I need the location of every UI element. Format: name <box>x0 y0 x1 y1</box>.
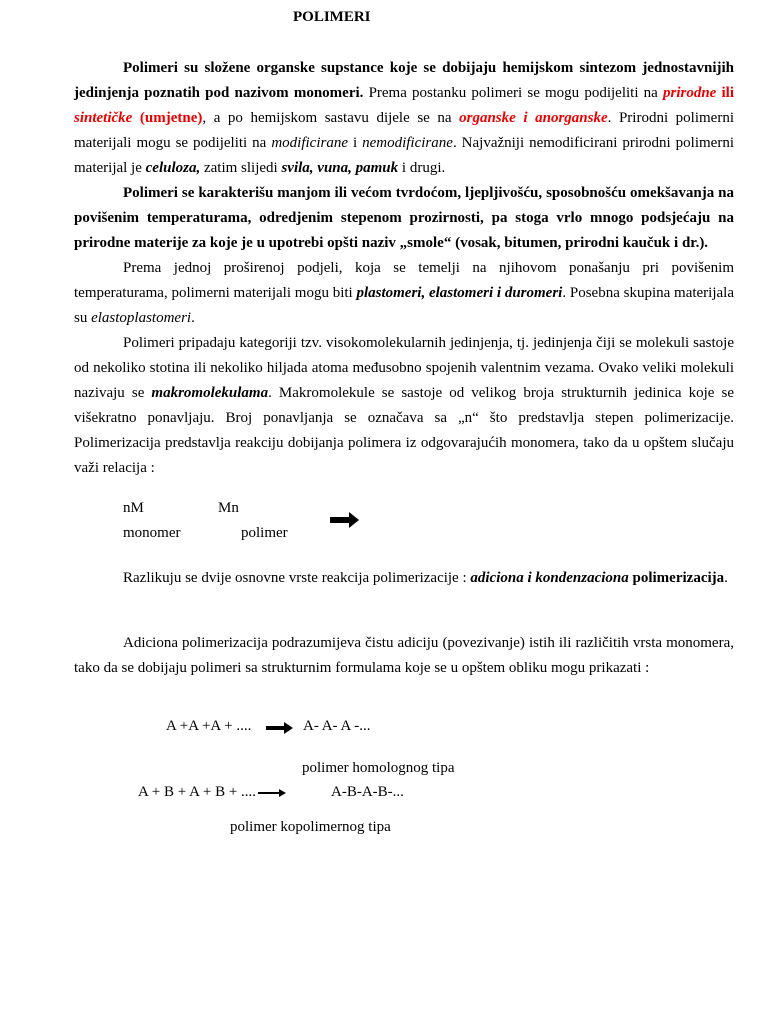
text-run: svila, vuna, pamuk <box>281 160 399 176</box>
text-run: polimerizacija <box>632 570 725 586</box>
relation-right-top: Mn <box>218 500 239 516</box>
document-body <box>74 56 734 481</box>
text-run: sintetičke <box>74 110 133 126</box>
text-run: makromolekulama <box>151 385 269 401</box>
text-run: i <box>347 135 363 151</box>
text-run: , a po hemijskom sastavu dijele se na <box>202 110 460 126</box>
text-run: Razlikuju se dvije osnovne vrste reakcija polimerizacije : <box>123 570 471 586</box>
text-run: Polimeri se karakterišu manjom ili većom tvrdoćom, ljepljivošću, sposobnošću omekšavanja na povišenim temperaturama, odredjenim stepenom prozirnosti, pa stoga vrlo mnogo podsjećaju na prirodne materije za koje je u upotrebi opšti naziv „smole“ (vosak, bitumen, prirodni kaučuk i dr.). <box>74 185 734 251</box>
addition-block <box>74 631 734 681</box>
paragraph-properties <box>74 181 734 256</box>
paragraph-definition <box>74 56 734 181</box>
text-run: Adiciona polimerizacija podrazumijeva čistu adiciju (povezivanje) istih ili različitih vrsta monomera, tako da se dobijaju polimeri sa strukturnim formulama koje se u opštem obliku mogu prikazati : <box>74 635 734 676</box>
types-block <box>74 566 734 591</box>
reaction-homo-caption: polimer homolognog tipa <box>302 760 455 776</box>
text-run: organske i anorganske <box>459 110 608 126</box>
text-run: celuloza, <box>145 160 201 176</box>
reaction-homo-left: A +A +A + .... <box>166 718 252 734</box>
paragraph-macromolecules <box>74 331 734 481</box>
text-run: . Najvažniji nemodificirani prirodni polimerni materijal je <box>74 135 734 176</box>
text-run: Polimeri pripadaju kategoriji tzv. visokomolekularnih jedinjenja, tj. jedinjenja čiji se molekuli sastoje od nekoliko stotina ili nekoliko hiljada atoma međusobno spojenih valentnim vezama. Ovako veliki molekuli nazivaju se <box>74 335 734 401</box>
text-run: elastoplastomeri <box>91 310 192 326</box>
reaction-homo-right: A- A- A -... <box>303 718 371 734</box>
paragraph-classification <box>74 256 734 331</box>
text-run: . <box>191 310 195 326</box>
paragraph-polymerization-types <box>74 566 734 591</box>
text-run: plastomeri, elastomeri i duromeri <box>356 285 563 301</box>
paragraph-addition-polymerization <box>74 631 734 681</box>
text-run: adiciona i kondenzaciona <box>470 570 629 586</box>
arrow-right-icon <box>266 722 294 734</box>
text-run: modificirane <box>271 135 348 151</box>
text-run: . <box>724 570 728 586</box>
text-run: Prema jednoj proširenoj podjeli, koja se temelji na njihovom ponašanju pri povišenim temperaturama, polimerni materijali mogu biti <box>74 260 734 301</box>
text-run: ili <box>721 85 735 101</box>
reaction-co-caption: polimer kopolimernog tipa <box>230 819 391 835</box>
arrow-right-icon <box>330 512 360 528</box>
text-run: i drugi. <box>398 160 446 176</box>
text-run: . Posebna skupina materijala su <box>74 285 734 326</box>
relation-right-bottom: polimer <box>241 525 288 541</box>
relation-left-top: nM <box>123 500 144 516</box>
reaction-co-left: A + B + A + B + .... <box>138 784 257 800</box>
text-run: prirodne <box>662 85 717 101</box>
text-run: . Makromolekule se sastoje od velikog broja strukturnih jedinica koje se višekratno ponavljaju. Broj ponavljanja se označava sa „n“ što predstavlja stepen polimerizacije. Polimerizacija predstavlja reakciju dobijanja polimera iz odgovarajućih monomera, tako da u opštem slučaju važi relacija : <box>74 385 734 476</box>
relation-left-bottom: monomer <box>123 525 181 541</box>
arrow-right-icon <box>258 789 286 797</box>
text-run: Prema postanku polimeri se mogu podijeliti na <box>363 85 663 101</box>
page-title: POLIMERI <box>293 9 371 25</box>
text-run: zatim slijedi <box>200 160 282 176</box>
text-run: (umjetne) <box>132 110 203 126</box>
reaction-co-right: A-B-A-B-... <box>331 784 404 800</box>
text-run: Polimeri su složene organske supstance koje se dobijaju hemijskom sintezom jednostavnijih jedinjenja poznatih pod nazivom monomeri. <box>74 60 734 101</box>
text-run: nemodificirane <box>362 135 453 151</box>
text-run: . Prirodni polimerni materijali mogu se podijeliti na <box>74 110 734 151</box>
